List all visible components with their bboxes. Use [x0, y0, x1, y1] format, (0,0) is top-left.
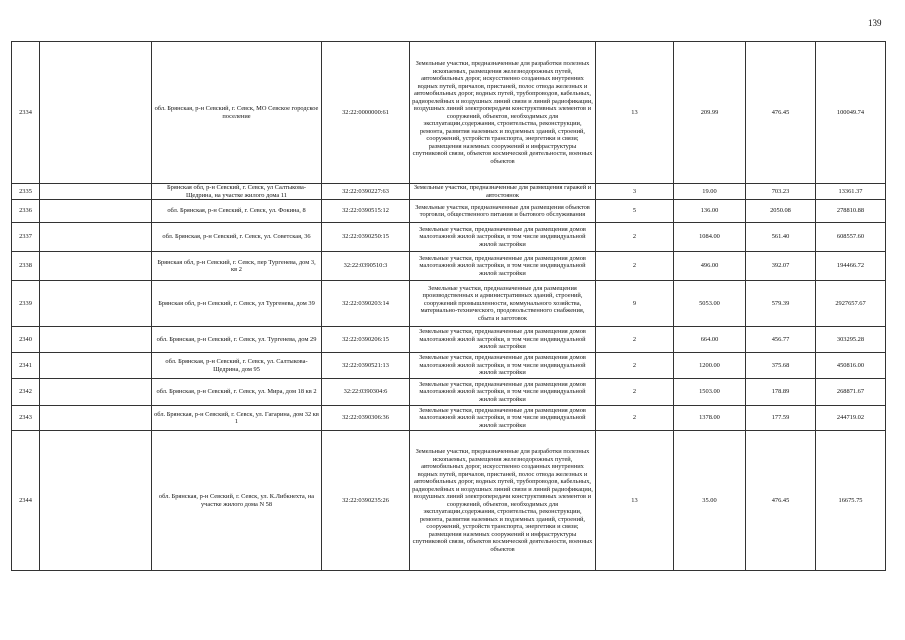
area-cell: 19.00 — [674, 184, 746, 200]
blank-cell — [40, 42, 152, 184]
table-row — [12, 200, 886, 223]
table-row — [12, 223, 886, 252]
cadastral-value-cell: 450816.00 — [816, 353, 886, 379]
specific-value-cell: 456.77 — [746, 327, 816, 353]
use-group-cell: 2 — [596, 252, 674, 281]
row-number: 2338 — [12, 252, 40, 281]
cadastral-value-cell: 100049.74 — [816, 42, 886, 184]
use-group-cell: 2 — [596, 406, 674, 431]
row-number: 2344 — [12, 431, 40, 571]
blank-cell — [40, 252, 152, 281]
cadastral-number-cell: 32:22:0390206:15 — [322, 327, 410, 353]
cadastral-number-cell: 32:22:0000000:61 — [322, 42, 410, 184]
row-number: 2336 — [12, 200, 40, 223]
land-use-cell: Земельные участки, предназначенные для размещения домов малоэтажной жилой застройки, в том числе индивидуальной жилой застройки — [410, 379, 596, 406]
use-group-cell: 5 — [596, 200, 674, 223]
row-number: 2341 — [12, 353, 40, 379]
area-cell: 5053.00 — [674, 281, 746, 327]
specific-value-cell: 392.07 — [746, 252, 816, 281]
use-group-cell: 2 — [596, 223, 674, 252]
area-cell: 496.00 — [674, 252, 746, 281]
area-cell: 1084.00 — [674, 223, 746, 252]
table-row — [12, 353, 886, 379]
address-cell: Брянская обл, р-н Севский, г. Севск, ул Салтыкова-Щедрина, на участке жилого дома 11 — [152, 184, 322, 200]
specific-value-cell: 579.39 — [746, 281, 816, 327]
row-number: 2342 — [12, 379, 40, 406]
specific-value-cell: 178.89 — [746, 379, 816, 406]
use-group-cell: 3 — [596, 184, 674, 200]
use-group-cell: 9 — [596, 281, 674, 327]
address-cell: обл. Брянская, р-н Севский, г. Севск, ул. Советская, 36 — [152, 223, 322, 252]
cadastral-value-cell: 2927657.67 — [816, 281, 886, 327]
address-cell: Брянская обл, р-н Севский, г. Севск, ул Тургенева, дом 39 — [152, 281, 322, 327]
use-group-cell: 13 — [596, 42, 674, 184]
area-cell: 1200.00 — [674, 353, 746, 379]
land-use-cell: Земельные участки, предназначенные для размещения производственных и административных зданий, строений, сооружений промышленности, коммунального хозяйства, материально-технического, продовольственного снабжения, сбыта и заготовок — [410, 281, 596, 327]
area-cell: 136.00 — [674, 200, 746, 223]
cadastral-value-cell: 194466.72 — [816, 252, 886, 281]
cadastral-number-cell: 32:22:0390227:63 — [322, 184, 410, 200]
cadastral-value-cell: 608557.60 — [816, 223, 886, 252]
area-cell: 664.00 — [674, 327, 746, 353]
row-number: 2337 — [12, 223, 40, 252]
cadastral-number-cell: 32:22:0390510:3 — [322, 252, 410, 281]
land-use-cell: Земельные участки, предназначенные для размещения объектов торговли, общественного питания и бытового обслуживания — [410, 200, 596, 223]
address-cell: обл. Брянская, р-н Севский, г. Севск, ул. Мира, дом 18 кв 2 — [152, 379, 322, 406]
cadastral-value-cell: 268871.67 — [816, 379, 886, 406]
cadastral-number-cell: 32:22:0390304:6 — [322, 379, 410, 406]
address-cell: Брянская обл, р-н Севский, г. Севск, пер Тургенева, дом 3, кв 2 — [152, 252, 322, 281]
address-cell: обл. Брянская, р-н Севский, г. Севск, ул. Салтыкова-Щедрина, дом 95 — [152, 353, 322, 379]
use-group-cell: 2 — [596, 379, 674, 406]
cadastral-value-cell: 244719.02 — [816, 406, 886, 431]
cadastral-number-cell: 32:22:0390250:15 — [322, 223, 410, 252]
blank-cell — [40, 327, 152, 353]
land-registry-table — [11, 41, 886, 571]
land-use-cell: Земельные участки, предназначенные для разработки полезных ископаемых, размещения железнодорожных путей, автомобильных дорог, искусственно созданных внутренних водных путей, причалов, пристаней, полос отвода железных и автомобильных дорог, водных путей, трубопроводов, кабельных, радиорелейных и воздушных линий связи и линий радиофикации, воздушных линий электропередачи конструктивных элементов и сооружений, объектов, необходимых для эксплуатации,содержания, строительства, реконструкции, ремонта, развития наземных и подземных зданий, строений, сооружений, устройств транспорта, энергетики и связи; размещения наземных сооружений и инфраструктуры спутниковой связи, объектов космической деятельности, военных объектов — [410, 431, 596, 571]
cadastral-value-cell: 16675.75 — [816, 431, 886, 571]
area-cell: 1378.00 — [674, 406, 746, 431]
table-row — [12, 431, 886, 571]
area-cell: 1503.00 — [674, 379, 746, 406]
land-use-cell: Земельные участки, предназначенные для размещения гаражей и автостоянок — [410, 184, 596, 200]
land-use-cell: Земельные участки, предназначенные для размещения домов малоэтажной жилой застройки, в том числе индивидуальной жилой застройки — [410, 353, 596, 379]
use-group-cell: 13 — [596, 431, 674, 571]
blank-cell — [40, 200, 152, 223]
use-group-cell: 2 — [596, 327, 674, 353]
cadastral-value-cell: 278810.88 — [816, 200, 886, 223]
blank-cell — [40, 379, 152, 406]
cadastral-number-cell: 32:22:0390521:13 — [322, 353, 410, 379]
blank-cell — [40, 184, 152, 200]
specific-value-cell: 476.45 — [746, 431, 816, 571]
address-cell: обл. Брянская, р-н Севский, г. Севск, ул. Тургенева, дом 29 — [152, 327, 322, 353]
land-use-cell: Земельные участки, предназначенные для размещения домов малоэтажной жилой застройки, в том числе индивидуальной жилой застройки — [410, 252, 596, 281]
area-cell: 209.99 — [674, 42, 746, 184]
table-row — [12, 281, 886, 327]
cadastral-number-cell: 32:22:0390203:14 — [322, 281, 410, 327]
cadastral-number-cell: 32:22:0390235:26 — [322, 431, 410, 571]
table-row — [12, 379, 886, 406]
page-number: 139 — [868, 18, 882, 28]
cadastral-number-cell: 32:22:0390306:36 — [322, 406, 410, 431]
use-group-cell: 2 — [596, 353, 674, 379]
specific-value-cell: 703.23 — [746, 184, 816, 200]
row-number: 2335 — [12, 184, 40, 200]
specific-value-cell: 561.40 — [746, 223, 816, 252]
table-row — [12, 252, 886, 281]
row-number: 2340 — [12, 327, 40, 353]
cadastral-number-cell: 32:22:0390515:12 — [322, 200, 410, 223]
cadastral-value-cell: 13361.37 — [816, 184, 886, 200]
land-use-cell: Земельные участки, предназначенные для размещения домов малоэтажной жилой застройки, в том числе индивидуальной жилой застройки — [410, 406, 596, 431]
blank-cell — [40, 431, 152, 571]
address-cell: обл. Брянская, р-н Севский, г. Севск, ул. К.Либкнехта, на участке жилого дома N 58 — [152, 431, 322, 571]
specific-value-cell: 476.45 — [746, 42, 816, 184]
table-row — [12, 327, 886, 353]
table-row — [12, 42, 886, 184]
specific-value-cell: 2050.08 — [746, 200, 816, 223]
land-use-cell: Земельные участки, предназначенные для разработки полезных ископаемых, размещения железнодорожных путей, автомобильных дорог, искусственно созданных внутренних водных путей, причалов, пристаней, полос отвода железных и автомобильных дорог, водных путей, трубопроводов, кабельных, радиорелейных и воздушных линий связи и линий радиофикации, воздушных линий электропередачи конструктивных элементов и сооружений, объектов, необходимых для эксплуатации,содержания, строительства, реконструкции, ремонта, развития наземных и подземных зданий, строений, сооружений, устройств транспорта, энергетики и связи; размещения наземных сооружений и инфраструктуры спутниковой связи, объектов космической деятельности, военных объектов — [410, 42, 596, 184]
row-number: 2339 — [12, 281, 40, 327]
area-cell: 35.00 — [674, 431, 746, 571]
address-cell: обл. Брянская, р-н Севский, г. Севск, ул. Гагарина, дом 32 кв 1 — [152, 406, 322, 431]
address-cell: обл. Брянская, р-н Севский, г. Севск, МО Севское городское поселение — [152, 42, 322, 184]
blank-cell — [40, 406, 152, 431]
land-use-cell: Земельные участки, предназначенные для размещения домов малоэтажной жилой застройки, в том числе индивидуальной жилой застройки — [410, 223, 596, 252]
specific-value-cell: 375.68 — [746, 353, 816, 379]
land-use-cell: Земельные участки, предназначенные для размещения домов малоэтажной жилой застройки, в том числе индивидуальной жилой застройки — [410, 327, 596, 353]
table-row — [12, 406, 886, 431]
blank-cell — [40, 353, 152, 379]
address-cell: обл. Брянская, р-н Севский, г. Севск, ул. Фокина, 8 — [152, 200, 322, 223]
row-number: 2343 — [12, 406, 40, 431]
blank-cell — [40, 281, 152, 327]
row-number: 2334 — [12, 42, 40, 184]
specific-value-cell: 177.59 — [746, 406, 816, 431]
table-row — [12, 184, 886, 200]
cadastral-value-cell: 303295.28 — [816, 327, 886, 353]
blank-cell — [40, 223, 152, 252]
